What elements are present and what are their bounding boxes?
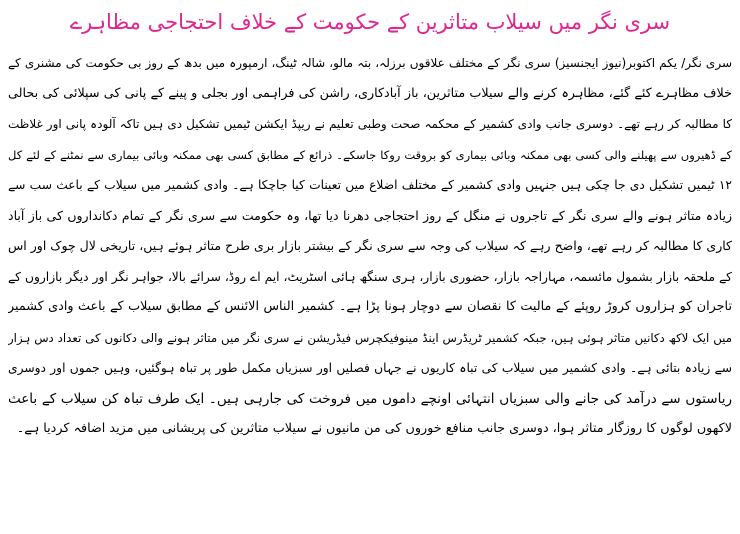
article-line: لاکھوں لوگوں کا روزگار متاثر ہوا، دوسری جانب منافع خوروں کی من مانیوں نے سیلاب متاثرین کی پریشانی میں مزید اضافہ کردیا ہے۔ [16,421,732,436]
article-line: کے ملحقہ بازار بشمول مائسمہ، مہاراجہ بازار، حضوری بازار، ہری سنگھ ہائی اسٹریٹ، ایم اے روڈ، سرائے بالا، جواہر نگر اور دیگر بازاروں کے [8,269,732,284]
article-line: سے زیادہ بتائی ہے۔ وادی کشمیر میں سیلاب کی تباہ کاریوں نے جہاں فصلیں اور سبزیاں مکمل طور پر تباہ ہوگئیں، وہیں جموں اور دوسری [8,361,732,375]
article-line: ۱۲ ٹیمیں تشکیل دی جا چکی ہیں جنہیں وادی کشمیر کے مختلف اضلاع میں تعینات کیا جاچکا ہے۔ وادی کشمیر میں سیلاب کے باعث سب سے [8,178,732,192]
article-line: خلاف مظاہرے کئے گئے، مظاہرہ کرنے والے سیلاب متاثرین، باز آبادکاری، راشن کی فراہمی اور بجلی و پینے کے پانی کی سپلائی کی بحالی [8,85,732,101]
article-line: میں ایک لاکھ دکانیں متاثر ہوئی ہیں، جبکہ کشمیر ٹریڈرس اینڈ مینوفیکچرس فیڈریشن نے سری نگر میں متاثر ہونے والی دکانوں کی تعداد دس ہزار [8,330,732,345]
article-line: سری نگر/ یکم اکتوبر(نیوز ایجنسیز) سری نگر کے مختلف علاقوں برزلہ، بتہ مالو، شالہ ٹینگ، ارمپورہ میں بدھ کے روز بی حکومت کی مشنری کے [8,56,732,70]
article-line: کا مطالبہ کر رہے تھے۔ دوسری جانب وادی کشمیر کے محکمہ صحت وطبی تعلیم نے ریپڈ ایکشن ٹیمیں تشکیل دی ہیں تاکہ آلودہ پانی اور غلاظت [8,117,732,131]
headline: سری نگر میں سیلاب متاثرین کے حکومت کے خلاف احتجاجی مظاہرے [69,10,671,34]
article-line: کاری کا مطالبہ کر رہے تھے، واضح رہے کہ سیلاب کی وجہ سے سری نگر کے بیشتر بازار بری طرح متاثر ہوئے ہیں، تاریخی لال چوک اور اس [8,238,732,253]
article-line: ریاستوں سے درآمد کی جانے والی سبزیاں انتہائی اونچے داموں میں فروخت کی جارہی ہیں۔ ایک طرف تباہ کن سیلاب کے باعث [8,390,732,407]
article-line: زیادہ متاثر ہونے والے سری نگر کے تاجروں نے منگل کے روز احتجاجی دھرنا دیا تھا، وہ حکومت سے سری نگر کے تمام دکانداروں کی باز آباد [8,207,732,223]
article-line: کے ڈھیروں سے پھیلنے والی کسی بھی ممکنہ وبائی بیماری کو بروقت روکا جاسکے۔ ذرائع کے مطابق کسی بھی ممکنہ وبائی بیماری سے نمٹنے کے لئے کل [8,147,732,162]
article-body [8,48,732,445]
article-line: تاجران کو ہزاروں کروڑ روپئے کے مالیت کا نقصان سے دوچار ہونا پڑا ہے۔ کشمیر الناس الائنس کے مطابق سیلاب کے باعث وادی کشمیر [8,299,732,314]
